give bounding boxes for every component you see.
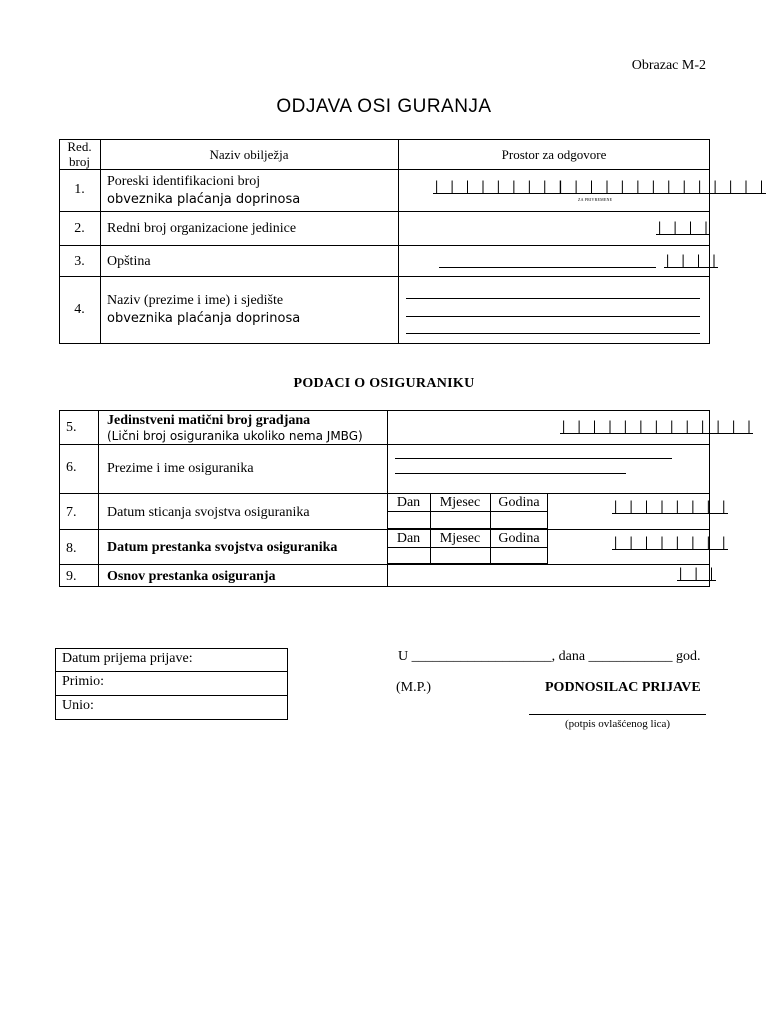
row-1-label-cont: obveznika plaćanja doprinosa — [107, 192, 301, 207]
header-naziv: Naziv obilježja — [209, 147, 289, 162]
receipt-date[interactable]: Datum prijema prijave: — [56, 649, 287, 672]
row-4-number: 4. — [74, 302, 85, 317]
pib-extra-ticks[interactable]: | | | | | | | | | | | | | | — [557, 179, 766, 193]
end-mjesec-label: Mjesec — [439, 531, 481, 546]
pib-ticks[interactable]: | | | | | | | | | — [433, 179, 565, 193]
end-dan-label: Dan — [396, 531, 421, 546]
receipt-unio[interactable]: Unio: — [62, 697, 94, 713]
row-5-label: Jedinstveni matični broj gradjana — [107, 413, 311, 428]
employer-name-line-1[interactable] — [406, 284, 700, 299]
stamp-label: (M.P.) — [396, 680, 432, 695]
pib-small-note: ZA PRIVREMENE — [578, 197, 613, 202]
row-9-number: 9. — [66, 569, 77, 584]
municipality-ticks[interactable]: | | | | — [664, 253, 719, 267]
header-prostor: Prostor za odgovore — [501, 147, 607, 162]
row-7-label: Datum sticanja svojstva osiguranika — [107, 505, 310, 520]
end-godina-label: Godina — [498, 531, 540, 546]
termination-reason-ticks[interactable]: | | | — [677, 566, 716, 580]
signature-note: (potpis ovlašćenog lica) — [565, 718, 671, 730]
row-1-label: Poreski identifikacioni broj — [107, 174, 261, 189]
start-godina-label: Godina — [498, 495, 540, 510]
jmbg-ticks[interactable]: | | | | | | | | | | | | | — [560, 419, 754, 433]
row-8-number: 8. — [66, 541, 77, 556]
row-3-number: 3. — [74, 254, 85, 269]
signature-line[interactable] — [529, 702, 706, 715]
form-code: Obrazac M-2 — [631, 58, 706, 73]
municipality-line[interactable] — [439, 253, 656, 268]
row-3-label: Opština — [107, 254, 151, 269]
row-7-number: 7. — [66, 505, 77, 520]
header-broj: broj — [69, 154, 90, 169]
insured-name-line-1[interactable] — [395, 446, 672, 459]
place-date-line[interactable]: U ____________________, dana ____________ god. — [398, 649, 701, 664]
row-4-label: Naziv (prezime i ime) i sjedište — [107, 293, 284, 308]
section-title: PODACI O OSIGURANIKU — [293, 376, 475, 391]
row-2-label: Redni broj organizacione jedinice — [107, 221, 297, 236]
end-date-ticks[interactable]: | | | | | | | | — [612, 535, 728, 549]
start-dan-label: Dan — [396, 495, 421, 510]
header-red: Red. — [67, 139, 92, 154]
row-4-label-cont: obveznika plaćanja doprinosa — [107, 311, 301, 326]
row-5-number: 5. — [66, 420, 77, 435]
row-5-label-note: (Lični broj osiguranika ukoliko nema JMBG) — [107, 429, 363, 443]
row-2-number: 2. — [74, 221, 85, 236]
org-unit-ticks[interactable]: | | | | — [656, 220, 711, 234]
page-title: ODJAVA OSI GURANJA — [276, 96, 492, 117]
row-1-number: 1. — [74, 182, 85, 197]
start-date-ticks[interactable]: | | | | | | | | — [612, 499, 728, 513]
row-6-label: Prezime i ime osiguranika — [107, 461, 254, 476]
start-mjesec-label: Mjesec — [439, 495, 481, 510]
receipt-box — [55, 648, 288, 720]
employer-name-line-3[interactable] — [406, 320, 700, 334]
applicant-label: PODNOSILAC PRIJAVE — [545, 680, 701, 695]
receipt-primio[interactable]: Primio: — [56, 672, 287, 695]
row-9-label: Osnov prestanka osiguranja — [107, 569, 276, 584]
row-6-number: 6. — [66, 460, 77, 475]
employer-name-line-2[interactable] — [406, 302, 700, 317]
row-8-label: Datum prestanka svojstva osiguranika — [107, 540, 338, 555]
insured-name-line-2[interactable] — [395, 462, 626, 474]
